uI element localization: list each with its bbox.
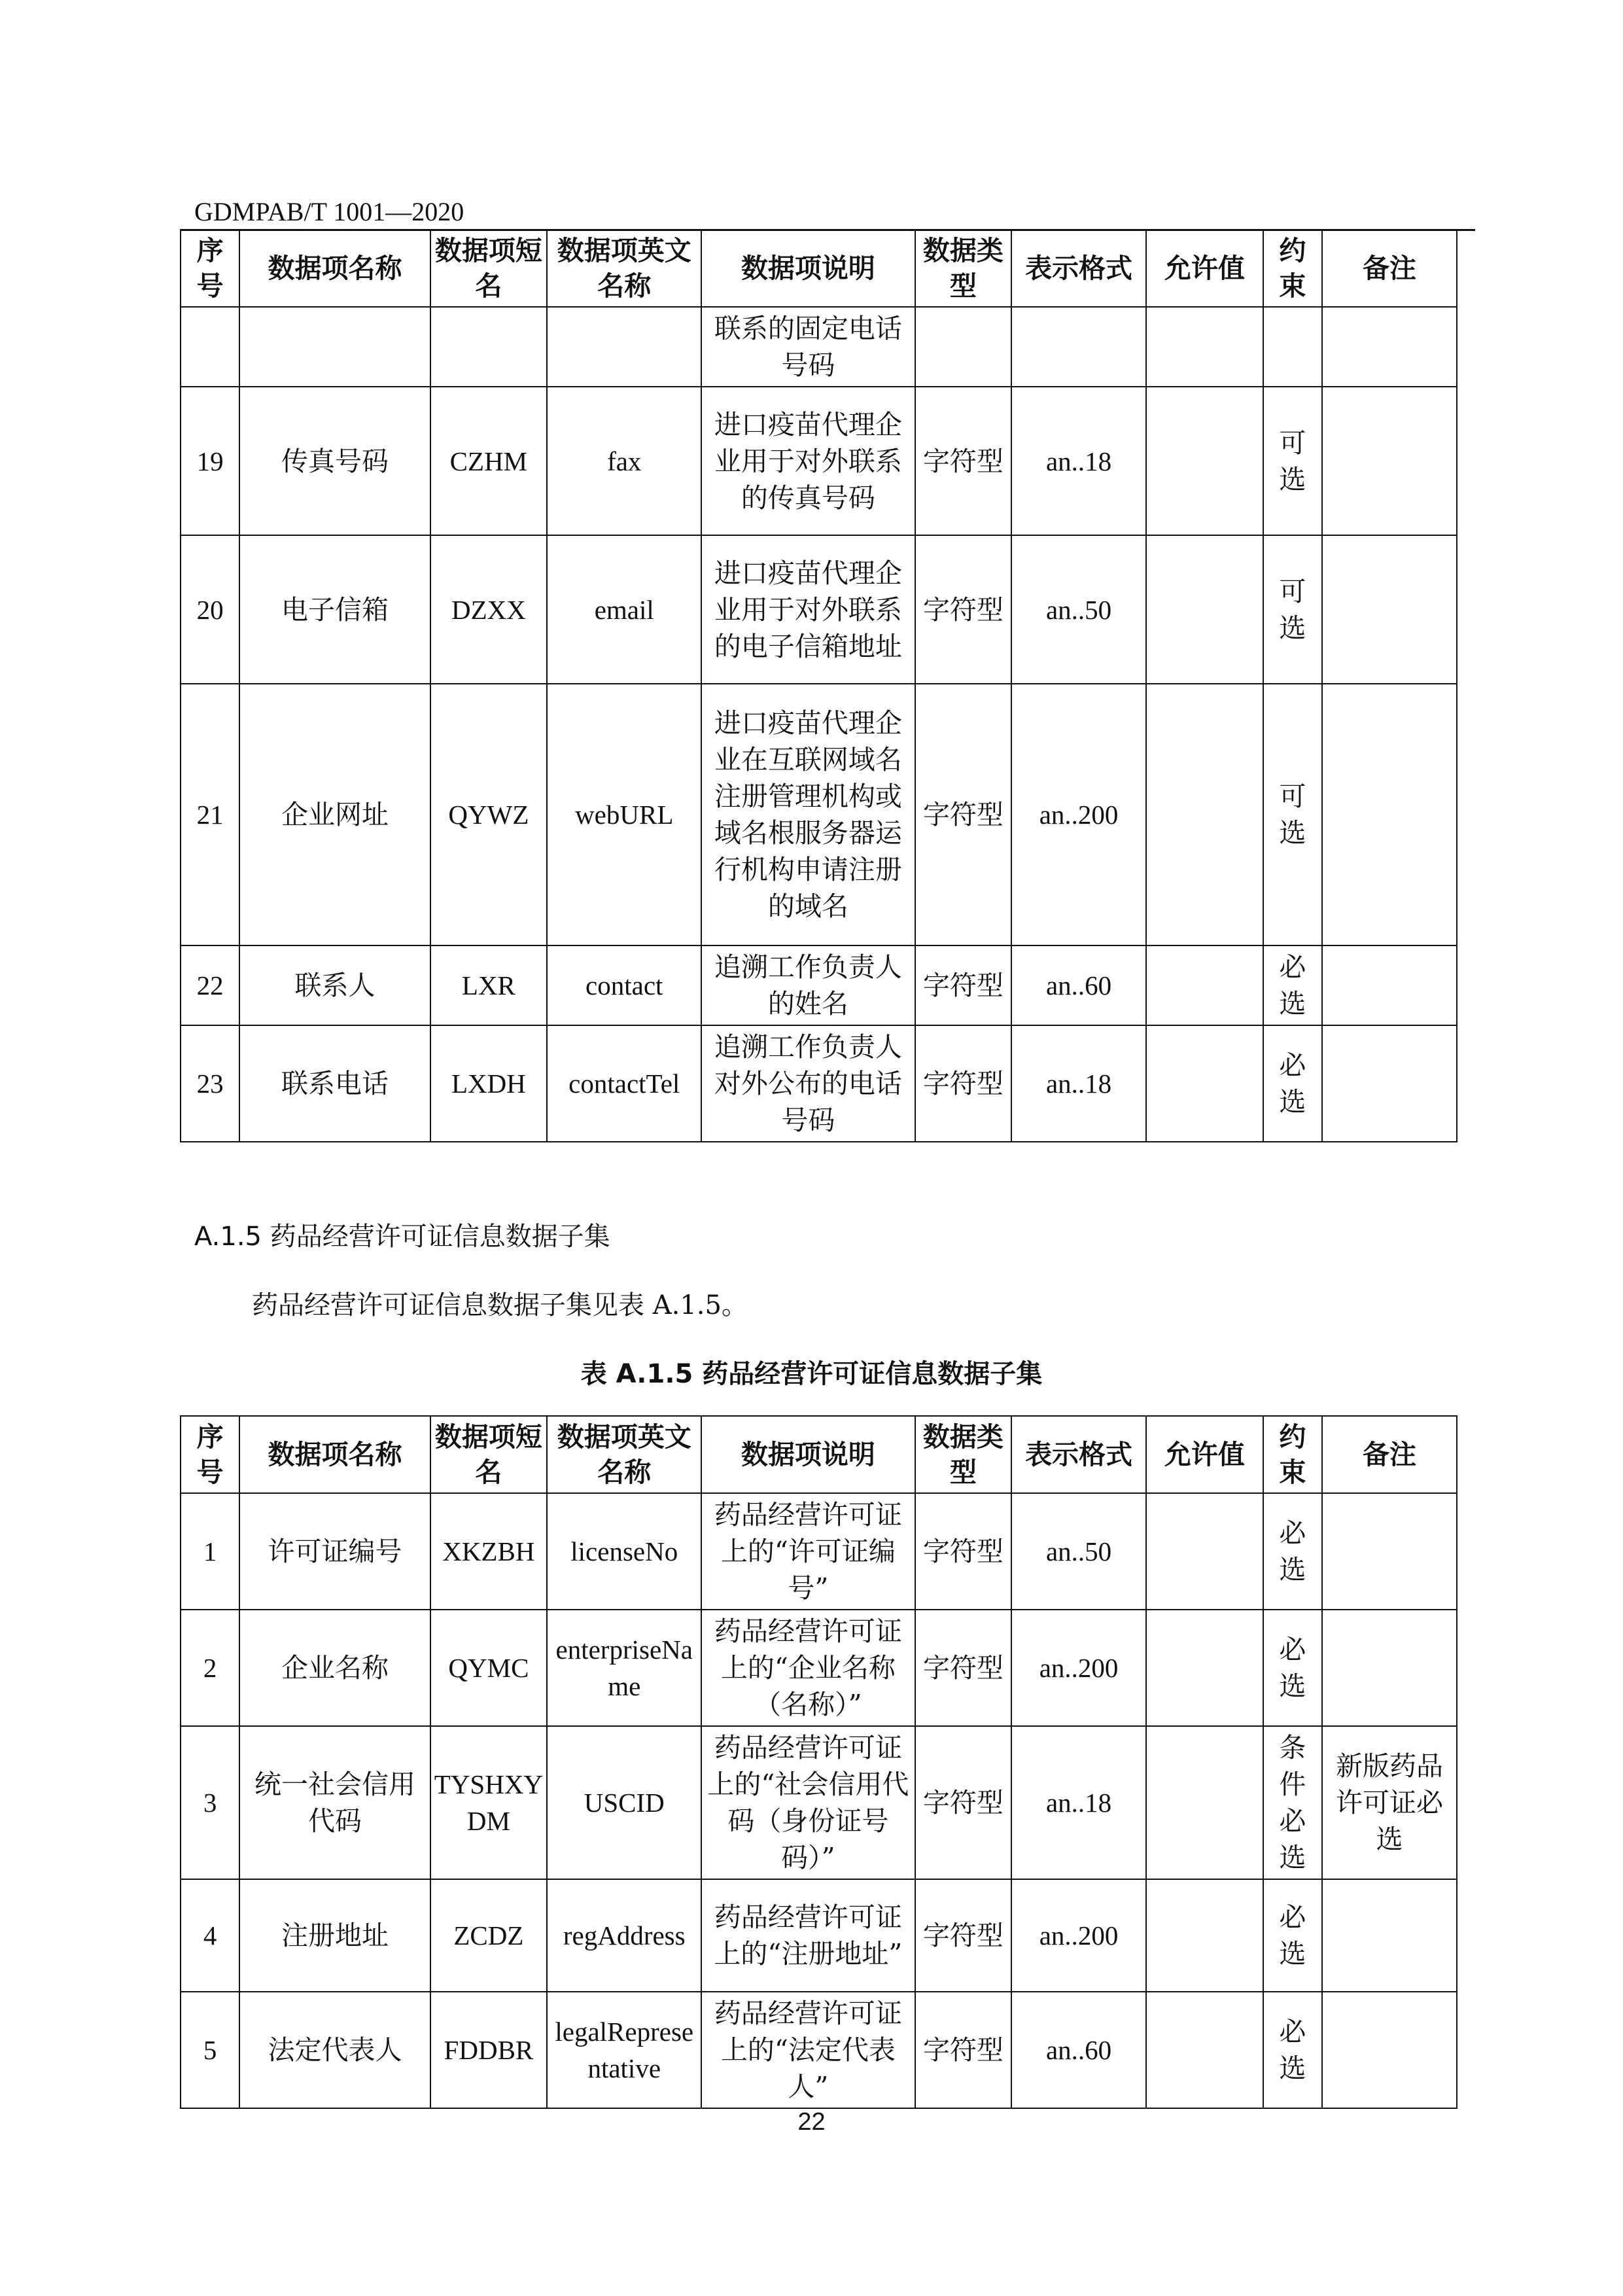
cell-english-name (547, 307, 701, 387)
cell-short-name: DZXX (430, 535, 548, 684)
cell-remarks (1322, 945, 1457, 1025)
cell-english-name: webURL (547, 684, 701, 945)
column-header-remarks: 备注 (1322, 230, 1457, 307)
column-header-description: 数据项说明 (701, 1416, 915, 1493)
cell-description: 追溯工作负责人的姓名 (701, 945, 915, 1025)
column-header-allowed-values: 允许值 (1146, 1416, 1263, 1493)
cell-description: 药品经营许可证上的“许可证编号” (701, 1493, 915, 1610)
cell-format: an..60 (1011, 1992, 1146, 2108)
cell-item-name: 许可证编号 (239, 1493, 430, 1610)
table-row (181, 387, 1457, 535)
cell-description: 追溯工作负责人对外公布的电话号码 (701, 1025, 915, 1142)
cell-item-name: 电子信箱 (239, 535, 430, 684)
cell-description: 进口疫苗代理企业用于对外联系的电子信箱地址 (701, 535, 915, 684)
cell-allowed-values (1146, 684, 1263, 945)
cell-serial-number: 22 (181, 945, 239, 1025)
cell-english-name: regAddress (547, 1879, 701, 1992)
column-header-data-type: 数据类型 (915, 230, 1012, 307)
cell-short-name: QYMC (430, 1610, 548, 1726)
cell-data-type: 字符型 (915, 387, 1012, 535)
cell-short-name: ZCDZ (430, 1879, 548, 1992)
cell-remarks (1322, 1610, 1457, 1726)
cell-format: an..18 (1011, 1025, 1146, 1142)
column-header-short-name: 数据项短名 (430, 230, 548, 307)
cell-format: an..18 (1011, 1726, 1146, 1879)
column-header-description: 数据项说明 (701, 230, 915, 307)
cell-description: 联系的固定电话号码 (701, 307, 915, 387)
cell-serial-number: 1 (181, 1493, 239, 1610)
column-header-remarks: 备注 (1322, 1416, 1457, 1493)
cell-serial-number: 2 (181, 1610, 239, 1726)
cell-short-name: TYSHXYDM (430, 1726, 548, 1879)
cell-description: 进口疫苗代理企业在互联网域名注册管理机构或域名根服务器运行机构申请注册的域名 (701, 684, 915, 945)
cell-data-type: 字符型 (915, 945, 1012, 1025)
table-header-row (181, 230, 1457, 307)
cell-format: an..200 (1011, 684, 1146, 945)
cell-format: an..50 (1011, 535, 1146, 684)
cell-item-name: 法定代表人 (239, 1992, 430, 2108)
cell-data-type: 字符型 (915, 1992, 1012, 2108)
table-row (181, 307, 1457, 387)
table-row (181, 1493, 1457, 1610)
cell-allowed-values (1146, 387, 1263, 535)
cell-data-type: 字符型 (915, 684, 1012, 945)
cell-constraint: 必选 (1263, 1610, 1322, 1726)
column-header-item-name: 数据项名称 (239, 1416, 430, 1493)
column-header-format: 表示格式 (1011, 1416, 1146, 1493)
cell-allowed-values (1146, 1025, 1263, 1142)
cell-format: an..18 (1011, 387, 1146, 535)
cell-constraint: 必选 (1263, 1992, 1322, 2108)
cell-short-name: QYWZ (430, 684, 548, 945)
cell-format: an..60 (1011, 945, 1146, 1025)
cell-allowed-values (1146, 945, 1263, 1025)
cell-constraint (1263, 307, 1322, 387)
cell-short-name: CZHM (430, 387, 548, 535)
column-header-constraint: 约束 (1263, 230, 1322, 307)
cell-short-name: FDDBR (430, 1992, 548, 2108)
cell-allowed-values (1146, 307, 1263, 387)
cell-item-name: 统一社会信用代码 (239, 1726, 430, 1879)
table-row (181, 945, 1457, 1025)
cell-english-name: licenseNo (547, 1493, 701, 1610)
cell-allowed-values (1146, 1493, 1263, 1610)
cell-format: an..50 (1011, 1493, 1146, 1610)
cell-description: 药品经营许可证上的“社会信用代码（身份证号码）” (701, 1726, 915, 1879)
cell-english-name: email (547, 535, 701, 684)
data-table-license (180, 1415, 1457, 2109)
table-body (181, 307, 1457, 1142)
cell-constraint: 可选 (1263, 535, 1322, 684)
cell-remarks (1322, 535, 1457, 684)
document-code: GDMPAB/T 1001—2020 (194, 197, 464, 226)
column-header-data-type: 数据类型 (915, 1416, 1012, 1493)
cell-item-name: 传真号码 (239, 387, 430, 535)
cell-format: an..200 (1011, 1879, 1146, 1992)
table-row (181, 1879, 1457, 1992)
cell-remarks (1322, 1493, 1457, 1610)
cell-description: 药品经营许可证上的“法定代表人” (701, 1992, 915, 2108)
cell-allowed-values (1146, 1879, 1263, 1992)
cell-data-type: 字符型 (915, 1726, 1012, 1879)
cell-remarks (1322, 387, 1457, 535)
page-number: 22 (797, 2108, 826, 2136)
cell-constraint: 可选 (1263, 387, 1322, 535)
cell-remarks (1322, 307, 1457, 387)
column-header-english-name: 数据项英文名称 (547, 230, 701, 307)
cell-item-name: 联系电话 (239, 1025, 430, 1142)
cell-constraint: 可选 (1263, 684, 1322, 945)
cell-remarks (1322, 1992, 1457, 2108)
column-header-allowed-values: 允许值 (1146, 230, 1263, 307)
cell-remarks (1322, 1025, 1457, 1142)
cell-short-name: LXDH (430, 1025, 548, 1142)
cell-short-name: XKZBH (430, 1493, 548, 1610)
cell-constraint: 必选 (1263, 945, 1322, 1025)
cell-data-type (915, 307, 1012, 387)
cell-constraint: 必选 (1263, 1493, 1322, 1610)
cell-allowed-values (1146, 1610, 1263, 1726)
cell-english-name: legalRepresentative (547, 1992, 701, 2108)
column-header-item-name: 数据项名称 (239, 230, 430, 307)
cell-constraint: 条件必选 (1263, 1726, 1322, 1879)
data-table-continued (180, 229, 1457, 1142)
column-header-constraint: 约束 (1263, 1416, 1322, 1493)
table-row (181, 1025, 1457, 1142)
column-header-english-name: 数据项英文名称 (547, 1416, 701, 1493)
section-intro-text: 药品经营许可证信息数据子集见表 A.1.5。 (252, 1290, 748, 1320)
column-header-format: 表示格式 (1011, 230, 1146, 307)
table-row (181, 1610, 1457, 1726)
column-header-serial-number: 序号 (181, 1416, 239, 1493)
cell-english-name: contactTel (547, 1025, 701, 1142)
cell-data-type: 字符型 (915, 1025, 1012, 1142)
table-caption: 表 A.1.5 药品经营许可证信息数据子集 (580, 1359, 1043, 1389)
cell-serial-number: 4 (181, 1879, 239, 1992)
table-body (181, 1493, 1457, 2108)
cell-allowed-values (1146, 1726, 1263, 1879)
cell-constraint: 必选 (1263, 1879, 1322, 1992)
section-heading: A.1.5 药品经营许可证信息数据子集 (194, 1222, 610, 1252)
table-row (181, 1992, 1457, 2108)
cell-remarks (1322, 1879, 1457, 1992)
cell-remarks: 新版药品许可证必选 (1322, 1726, 1457, 1879)
column-header-short-name: 数据项短名 (430, 1416, 548, 1493)
cell-item-name: 企业网址 (239, 684, 430, 945)
cell-serial-number: 23 (181, 1025, 239, 1142)
cell-item-name: 联系人 (239, 945, 430, 1025)
cell-serial-number: 20 (181, 535, 239, 684)
column-header-serial-number: 序号 (181, 230, 239, 307)
table-row (181, 684, 1457, 945)
cell-english-name: fax (547, 387, 701, 535)
cell-data-type: 字符型 (915, 1610, 1012, 1726)
cell-item-name (239, 307, 430, 387)
cell-serial-number: 5 (181, 1992, 239, 2108)
table-row (181, 1726, 1457, 1879)
cell-item-name: 企业名称 (239, 1610, 430, 1726)
cell-format (1011, 307, 1146, 387)
cell-english-name: contact (547, 945, 701, 1025)
table-header-row (181, 1416, 1457, 1493)
cell-serial-number: 3 (181, 1726, 239, 1879)
cell-data-type: 字符型 (915, 1879, 1012, 1992)
cell-short-name (430, 307, 548, 387)
cell-constraint: 必选 (1263, 1025, 1322, 1142)
cell-allowed-values (1146, 535, 1263, 684)
cell-serial-number: 19 (181, 387, 239, 535)
cell-description: 药品经营许可证上的“注册地址” (701, 1879, 915, 1992)
cell-format: an..200 (1011, 1610, 1146, 1726)
cell-allowed-values (1146, 1992, 1263, 2108)
cell-description: 进口疫苗代理企业用于对外联系的传真号码 (701, 387, 915, 535)
cell-data-type: 字符型 (915, 1493, 1012, 1610)
cell-short-name: LXR (430, 945, 548, 1025)
cell-serial-number (181, 307, 239, 387)
cell-item-name: 注册地址 (239, 1879, 430, 1992)
cell-english-name: enterpriseName (547, 1610, 701, 1726)
table-row (181, 535, 1457, 684)
cell-serial-number: 21 (181, 684, 239, 945)
cell-description: 药品经营许可证上的“企业名称（名称）” (701, 1610, 915, 1726)
cell-remarks (1322, 684, 1457, 945)
cell-english-name: USCID (547, 1726, 701, 1879)
cell-data-type: 字符型 (915, 535, 1012, 684)
